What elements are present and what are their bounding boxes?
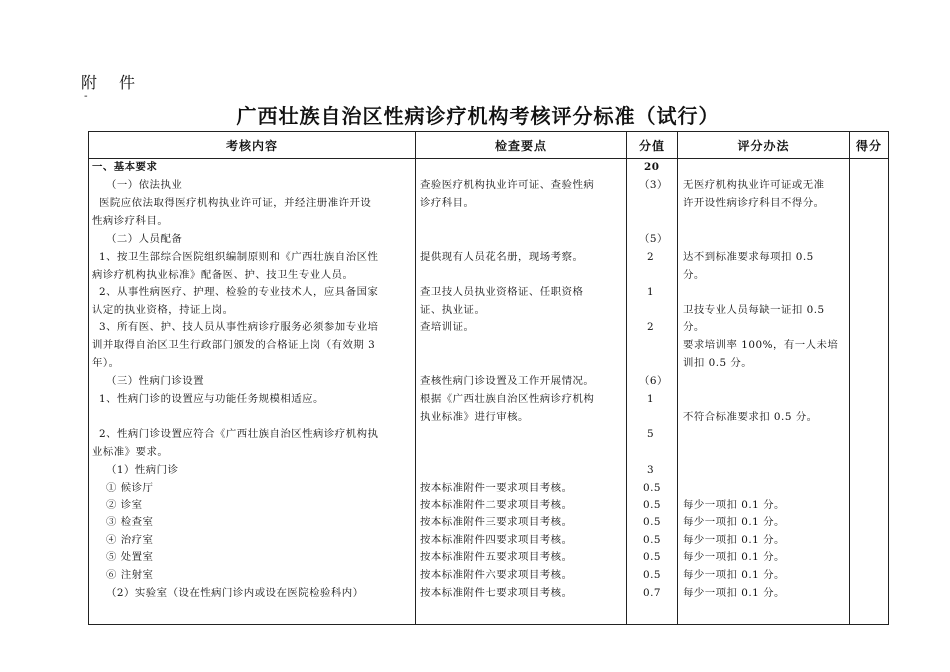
content-line: 病诊疗机构执业标准》配备医、护、技卫生专业人员。 xyxy=(92,269,354,281)
content-line: 3、所有医、护、技人员从事性病诊疗服务必须参加专业培 xyxy=(99,321,379,333)
content-line: ③ 检查室 xyxy=(106,516,154,528)
check-line: 按本标准附件七要求项目考核。 xyxy=(420,587,573,599)
method-line: 每少一项扣 0.1 分。 xyxy=(683,516,785,528)
score-value: 0.5 xyxy=(643,551,662,563)
score-column xyxy=(627,159,678,625)
score-value: 0.5 xyxy=(643,516,662,528)
method-line: 分。 xyxy=(683,269,705,281)
check-line: 按本标准附件四要求项目考核。 xyxy=(420,534,573,546)
method-line: 无医疗机构执业许可证或无准 xyxy=(683,179,825,191)
method-line: 不符合标准要求扣 0.5 分。 xyxy=(683,411,818,423)
method-line: 卫技专业人员每缺一证扣 0.5 xyxy=(683,304,825,316)
score-value: （3） xyxy=(639,179,668,191)
content-line: （三）性病门诊设置 xyxy=(106,375,205,387)
content-line: 年）。 xyxy=(92,357,120,369)
score-value: 20 xyxy=(644,161,660,173)
method-line: 许开设性病诊疗科目不得分。 xyxy=(683,197,825,209)
header-result: 得分 xyxy=(850,132,889,159)
score-value: 0.5 xyxy=(643,499,662,511)
table-body-row xyxy=(89,159,889,625)
content-line: 业标准》要求。 xyxy=(92,446,169,458)
method-line: 分。 xyxy=(683,321,705,333)
method-line: 要求培训率 100%，有一人未培 xyxy=(683,339,839,351)
check-line: 执业标准》进行审核。 xyxy=(420,411,529,423)
content-line: ① 候诊厅 xyxy=(106,482,154,494)
content-line: 认定的执业资格，持证上岗。 xyxy=(92,304,234,316)
header-score: 分值 xyxy=(627,132,678,159)
score-value: 2 xyxy=(647,321,655,333)
content-line: ⑤ 处置室 xyxy=(106,551,154,563)
method-line: 每少一项扣 0.1 分。 xyxy=(683,551,785,563)
score-value: 3 xyxy=(647,464,655,476)
score-value: 1 xyxy=(647,393,655,405)
content-column xyxy=(89,159,416,625)
check-line: 查验医疗机构执业许可证、查验性病 xyxy=(420,179,595,191)
check-line: 根据《广西壮族自治区性病诊疗机构 xyxy=(420,393,595,405)
content-line: （一）依法执业 xyxy=(106,179,183,191)
method-line: 每少一项扣 0.1 分。 xyxy=(683,569,785,581)
score-value: 0.5 xyxy=(643,482,662,494)
score-value: 5 xyxy=(647,428,655,440)
content-line: ⑥ 注射室 xyxy=(106,569,154,581)
score-value: 0.5 xyxy=(643,569,662,581)
check-line: 查核性病门诊设置及工作开展情况。 xyxy=(420,375,595,387)
content-line: （1）性病门诊 xyxy=(106,464,179,476)
header-content: 考核内容 xyxy=(89,132,416,159)
content-line: （二）人员配备 xyxy=(106,233,183,245)
method-line: 每少一项扣 0.1 分。 xyxy=(683,587,785,599)
score-value: 1 xyxy=(647,286,655,298)
check-line: 查培训证。 xyxy=(420,321,475,333)
content-line: 性病诊疗科目。 xyxy=(92,215,169,227)
scoring-table xyxy=(88,131,889,625)
document-title: 广西壮族自治区性病诊疗机构考核评分标准（试行） xyxy=(236,104,720,128)
method-column xyxy=(678,159,850,625)
check-line: 按本标准附件三要求项目考核。 xyxy=(420,516,573,528)
method-line: 每少一项扣 0.1 分。 xyxy=(683,534,785,546)
content-line: 2、性病门诊设置应符合《广西壮族自治区性病诊疗机构执 xyxy=(99,428,379,440)
header-checkpoints: 检查要点 xyxy=(416,132,627,159)
content-line: ④ 治疗室 xyxy=(106,534,154,546)
content-line: 2、从事性病医疗、护理、检验的专业技术人，应具备国家 xyxy=(99,286,379,298)
content-line: 医院应依法取得医疗机构执业许可证，并经注册准许开设 xyxy=(99,197,372,209)
attachment-label: 附件 xyxy=(81,73,158,92)
score-value: （5） xyxy=(639,233,668,245)
check-line: 按本标准附件五要求项目考核。 xyxy=(420,551,573,563)
check-line: 按本标准附件六要求项目考核。 xyxy=(420,569,573,581)
method-line: 达不到标准要求每项扣 0.5 xyxy=(683,251,814,263)
check-line: 诊疗科目。 xyxy=(420,197,475,209)
section-heading: 一、基本要求 xyxy=(92,161,158,173)
result-column xyxy=(850,159,889,625)
check-line: 按本标准附件一要求项目考核。 xyxy=(420,482,573,494)
check-line: 证、执业证。 xyxy=(420,304,486,316)
check-line: 查卫技人员执业资格证、任职资格 xyxy=(420,286,584,298)
table-header-row xyxy=(89,132,889,159)
method-line: 训扣 0.5 分。 xyxy=(683,357,753,369)
method-line: 每少一项扣 0.1 分。 xyxy=(683,499,785,511)
score-value: 0.7 xyxy=(643,587,662,599)
check-line: 提供现有人员花名册，现场考察。 xyxy=(420,251,584,263)
score-value: （6） xyxy=(639,375,668,387)
score-value: 0.5 xyxy=(643,534,662,546)
content-line: ② 诊室 xyxy=(106,499,143,511)
header-method: 评分办法 xyxy=(678,132,850,159)
attachment-dash: - xyxy=(84,91,88,102)
score-value: 2 xyxy=(647,251,655,263)
content-line: 1、性病门诊的设置应与功能任务规模相适应。 xyxy=(99,393,324,405)
content-line: （2）实验室（设在性病门诊内或设在医院检验科内） xyxy=(106,587,364,599)
checkpoints-column xyxy=(416,159,627,625)
check-line: 按本标准附件二要求项目考核。 xyxy=(420,499,573,511)
content-line: 1、按卫生部综合医院组织编制原则和《广西壮族自治区性 xyxy=(99,251,379,263)
content-line: 训并取得自治区卫生行政部门颁发的合格证上岗（有效期 3 xyxy=(92,339,376,351)
